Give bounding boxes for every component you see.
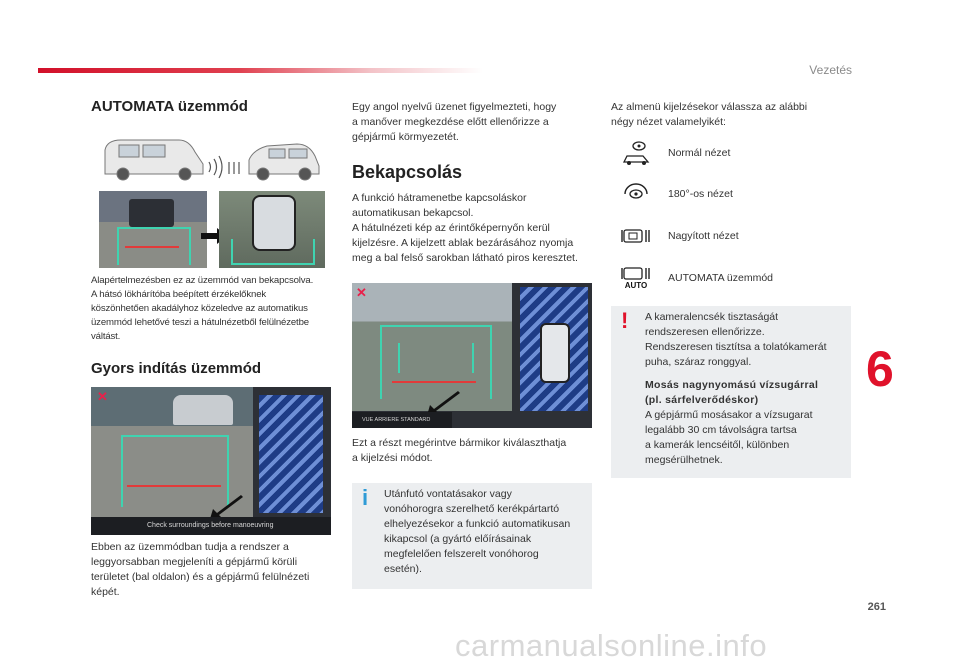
view-label-auto: AUTOMATA üzemmód	[668, 272, 774, 284]
auto-view-icon	[618, 264, 654, 292]
auto-mode-caption: Alapértelmezésben ez az üzemmód van bekapcsolva. A hátsó lökhárítóba beépített érzékelőknek köszönhetően akadályhoz közeledve az automatikus üzemmód lehetővé teszi a hátulnézetből felülnézetbe váltást.	[91, 275, 314, 342]
info-icon: i	[362, 485, 369, 510]
chapter-number: 6	[866, 341, 894, 397]
parked-car-in-view	[173, 395, 233, 425]
info-box	[352, 483, 592, 589]
red-distance-line	[392, 381, 476, 383]
parked-car-drawing	[249, 144, 319, 180]
close-icon[interactable]: ✕	[356, 285, 367, 300]
top-view-pane	[520, 287, 588, 411]
view-label-normal: Normál nézet	[668, 147, 731, 159]
views-intro: Az almenü kijelzésekor válassza az alábbi négy nézet valamelyikét:	[611, 101, 808, 128]
view-select-text: Ezt a részt megérintve bármikor kiválaszthatja a kijelzési módot.	[352, 437, 567, 464]
header-accent-bar	[38, 68, 483, 73]
warning-text: A kameralencsék tisztaságát rendszeresen ellenőrizze. Rendszeresen tisztítsa a tolatókamerát puha, száraz ronggyal. Mosás nagynyomású vízsugárral (pl. sárfelverődéskor) A gépjármű mosásakor a vízsugarat legalább 30 cm távolságra tartsa a kamerák lencséitől, különben megsérülhetnek.	[645, 310, 849, 468]
view-label-180: 180°-os nézet	[668, 188, 733, 200]
view-option-zoom[interactable]	[618, 224, 739, 248]
zoom-view-icon	[618, 224, 654, 248]
auto-badge: AUTO	[624, 280, 648, 290]
close-icon[interactable]: ✕	[97, 389, 108, 404]
auto-mode-title: AUTOMATA üzemmód	[91, 98, 248, 115]
activation-body: A funkció hátramenetbe kapcsoláskor automatikusan bekapcsol. A hátulnézeti kép az érintőképernyőn kerül kijelzésre. A kijelzett ablak bezárásához nyomja meg a bal felső sarokban látható piros keresztet.	[352, 192, 578, 264]
top-view-camera-image	[219, 191, 325, 268]
quick-start-body: Ebben az üzemmódban tudja a rendszer a leggyorsabban megjeleníti a gépjármű körüli területet (bal oldalon) és a gépjármű felülnézeti képét.	[91, 541, 310, 598]
red-distance-line	[127, 485, 221, 487]
warning-bold-heading: Mosás nagynyomású vízsugárral (pl. sárfelverődéskor)	[645, 379, 819, 406]
car-top-view	[540, 323, 570, 383]
quick-start-screen	[91, 387, 331, 535]
eye-car-icon	[618, 141, 654, 165]
warning-box	[611, 306, 851, 478]
guide-lines	[231, 239, 315, 265]
sensor-waves	[209, 156, 239, 178]
info-text: Utánfutó vontatásakor vagy vonóhorogra szerelhető kerékpártartó elhelyezésekor a funkció automatikusan kikapcsol (a gyártó előírásainak megfelelően felszerelt vonóhorog esetén).	[384, 488, 571, 575]
red-distance-line	[125, 246, 179, 248]
activation-title: Bekapcsolás	[352, 162, 463, 182]
watermark: carmanualsonline.info	[455, 628, 768, 663]
inner-guide-lines	[398, 343, 474, 373]
view-option-normal[interactable]	[618, 141, 730, 165]
message-intro: Egy angol nyelvű üzenet figyelmezteti, hogy a manőver megkezdése előtt ellenőrizze a gépjármű körmyezetét.	[352, 101, 557, 143]
rear-camera-image	[99, 191, 207, 268]
activation-screen	[352, 283, 592, 428]
warning-icon: !	[621, 308, 629, 333]
view-option-180[interactable]	[618, 182, 733, 206]
section-title: Vezetés	[809, 63, 852, 77]
180-view-icon	[618, 182, 654, 206]
parked-van-in-view	[129, 199, 174, 227]
quick-start-title: Gyors indítás üzemmód	[91, 360, 262, 377]
camera-banner: Check surroundings before manoeuvring	[91, 517, 331, 535]
view-mode-selector[interactable]: VUE ARRIERE STANDARD	[352, 412, 452, 428]
parking-illustration	[91, 132, 331, 182]
page-number: 261	[867, 601, 886, 613]
van-drawing	[105, 140, 203, 180]
view-label-zoom: Nagyított nézet	[668, 230, 739, 242]
view-option-auto[interactable]	[618, 264, 773, 292]
top-view-pane-hatched	[259, 395, 323, 513]
